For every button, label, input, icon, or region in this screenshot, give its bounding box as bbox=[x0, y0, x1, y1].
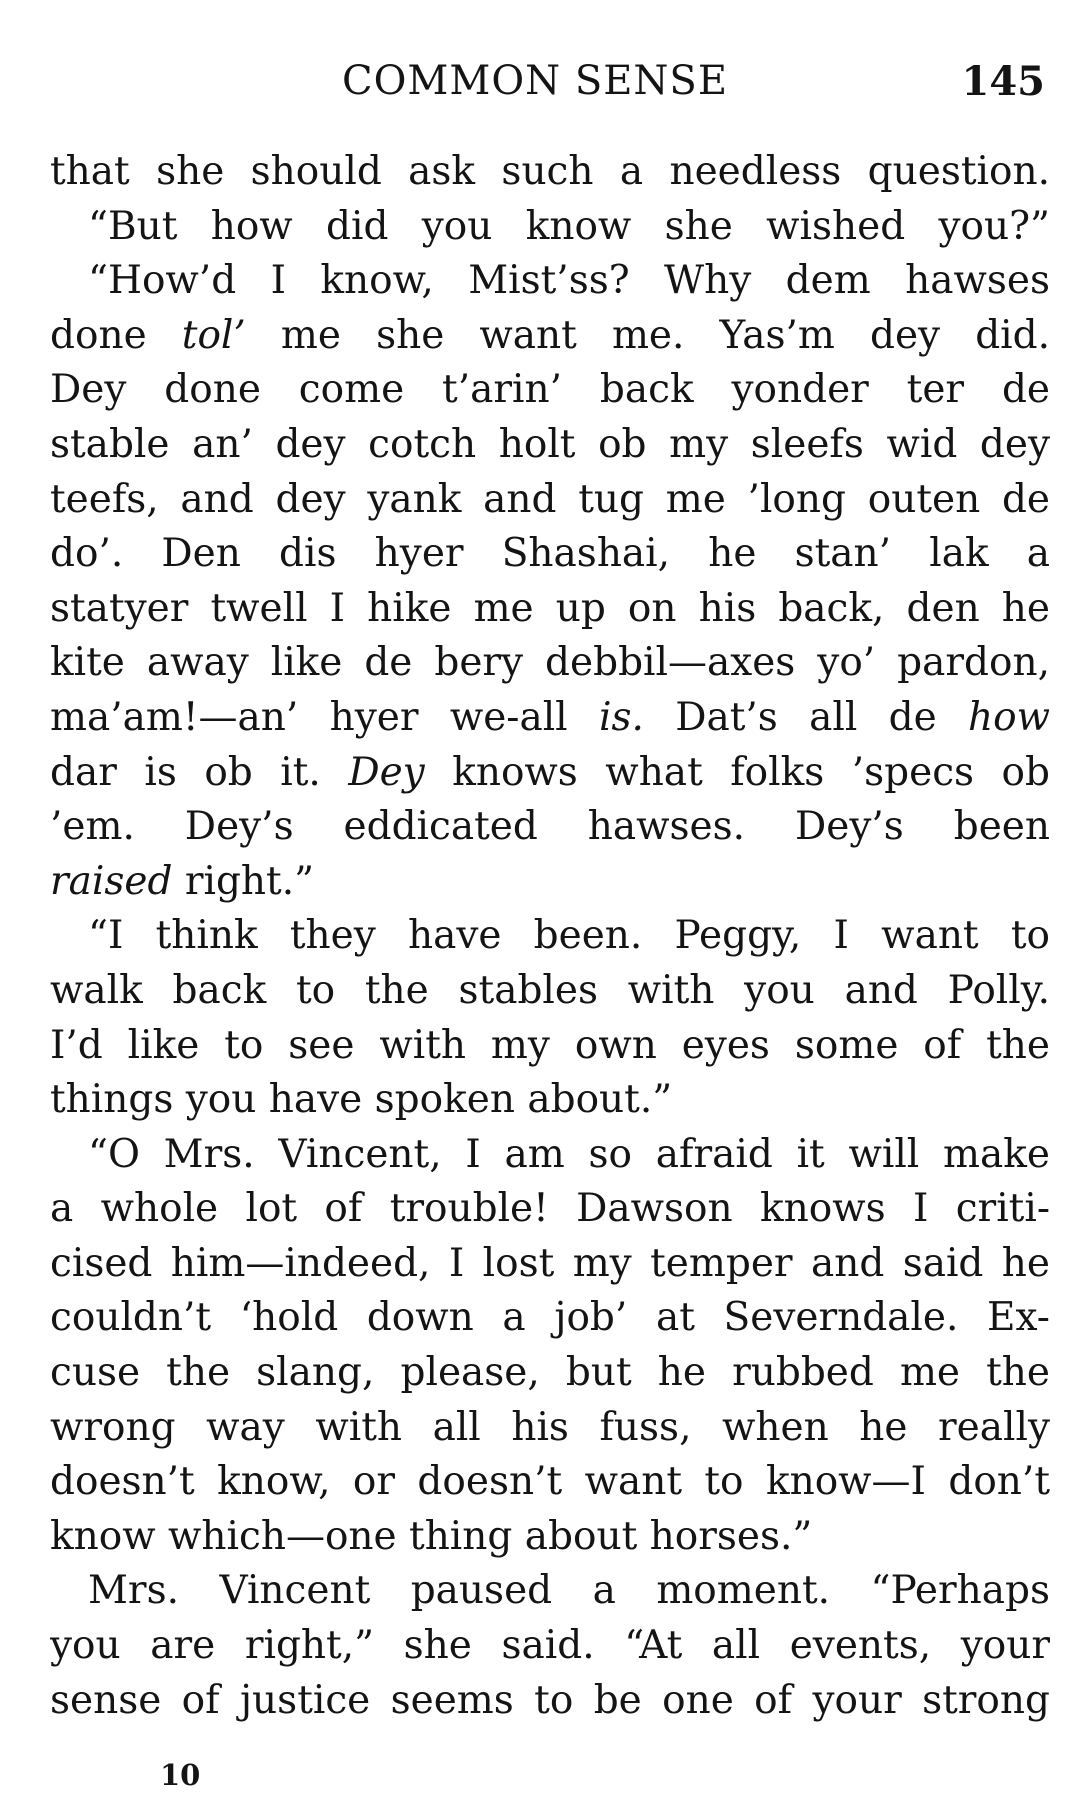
text-run: done bbox=[50, 312, 182, 358]
text-line: cuse the slang, please, but he rubbed me the bbox=[50, 1350, 1050, 1396]
text-run: dar is ob it. bbox=[50, 749, 349, 795]
running-title: COMMON SENSE bbox=[342, 58, 729, 104]
page-text bbox=[50, 145, 1050, 1728]
text-line: “But how did you know she wished you?” bbox=[88, 203, 1050, 249]
running-header bbox=[50, 58, 1045, 108]
text-line: sense of justice seems to be one of your strong bbox=[50, 1677, 1050, 1723]
text-line: I’d like to see with my own eyes some of the bbox=[50, 1022, 1050, 1068]
text-line: a whole lot of trouble! Dawson knows I criti- bbox=[50, 1186, 1050, 1232]
text-line: statyer twell I hike me up on his back, den he bbox=[50, 585, 1050, 631]
text-line: Mrs. Vincent paused a moment. “Perhaps bbox=[88, 1568, 1050, 1614]
text-line bbox=[50, 746, 1050, 801]
text-line: couldn’t ‘hold down a job’ at Severndale. Ex- bbox=[50, 1295, 1050, 1341]
text-line: “How’d I know, Mist’ss? Why dem hawses bbox=[88, 258, 1050, 304]
text-line: teefs, and dey yank and tug me ’long outen de bbox=[50, 476, 1050, 522]
text-run: right.” bbox=[172, 858, 315, 904]
italic-run: is. bbox=[598, 694, 644, 740]
text-line bbox=[50, 691, 1050, 746]
text-line: stable an’ dey cotch holt ob my sleefs wid dey bbox=[50, 421, 1050, 467]
text-line: “O Mrs. Vincent, I am so afraid it will make bbox=[88, 1131, 1050, 1177]
text-line: kite away like de bery debbil—axes yo’ pardon, bbox=[50, 640, 1050, 686]
page-number: 145 bbox=[961, 58, 1045, 105]
signature-mark: 10 bbox=[160, 1758, 201, 1792]
text-run: knows what folks ’specs ob bbox=[424, 749, 1050, 795]
text-line: walk back to the stables with you and Polly. bbox=[50, 967, 1050, 1013]
text-line bbox=[50, 309, 1050, 364]
text-line: you are right,” she said. “At all events, your bbox=[50, 1623, 1050, 1669]
text-line bbox=[50, 855, 1050, 910]
text-run: ma’am!—an’ hyer we-all bbox=[50, 694, 599, 740]
text-run: Dat’s all de bbox=[643, 694, 969, 740]
text-line: wrong way with all his fuss, when he really bbox=[50, 1404, 1050, 1450]
italic-run: how bbox=[968, 694, 1050, 740]
text-line: Dey done come t’arin’ back yonder ter de bbox=[50, 367, 1050, 413]
text-line: “I think they have been. Peggy, I want to bbox=[88, 913, 1050, 959]
italic-run: raised bbox=[50, 858, 173, 904]
text-line: do’. Den dis hyer Shashai, he stan’ lak a bbox=[50, 531, 1050, 577]
text-line: doesn’t know, or doesn’t want to know—I don’t bbox=[50, 1459, 1050, 1505]
text-line: ’em. Dey’s eddicated hawses. Dey’s been bbox=[50, 804, 1050, 850]
text-line: things you have spoken about.” bbox=[50, 1077, 673, 1123]
text-line: cised him—indeed, I lost my temper and said he bbox=[50, 1240, 1050, 1286]
italic-run: Dey bbox=[348, 749, 425, 795]
text-run: me she want me. Yas’m dey did. bbox=[245, 312, 1050, 358]
text-line: know which—one thing about horses.” bbox=[50, 1513, 813, 1559]
text-line: that she should ask such a needless question. bbox=[50, 149, 1050, 194]
italic-run: tol’ bbox=[181, 312, 246, 358]
